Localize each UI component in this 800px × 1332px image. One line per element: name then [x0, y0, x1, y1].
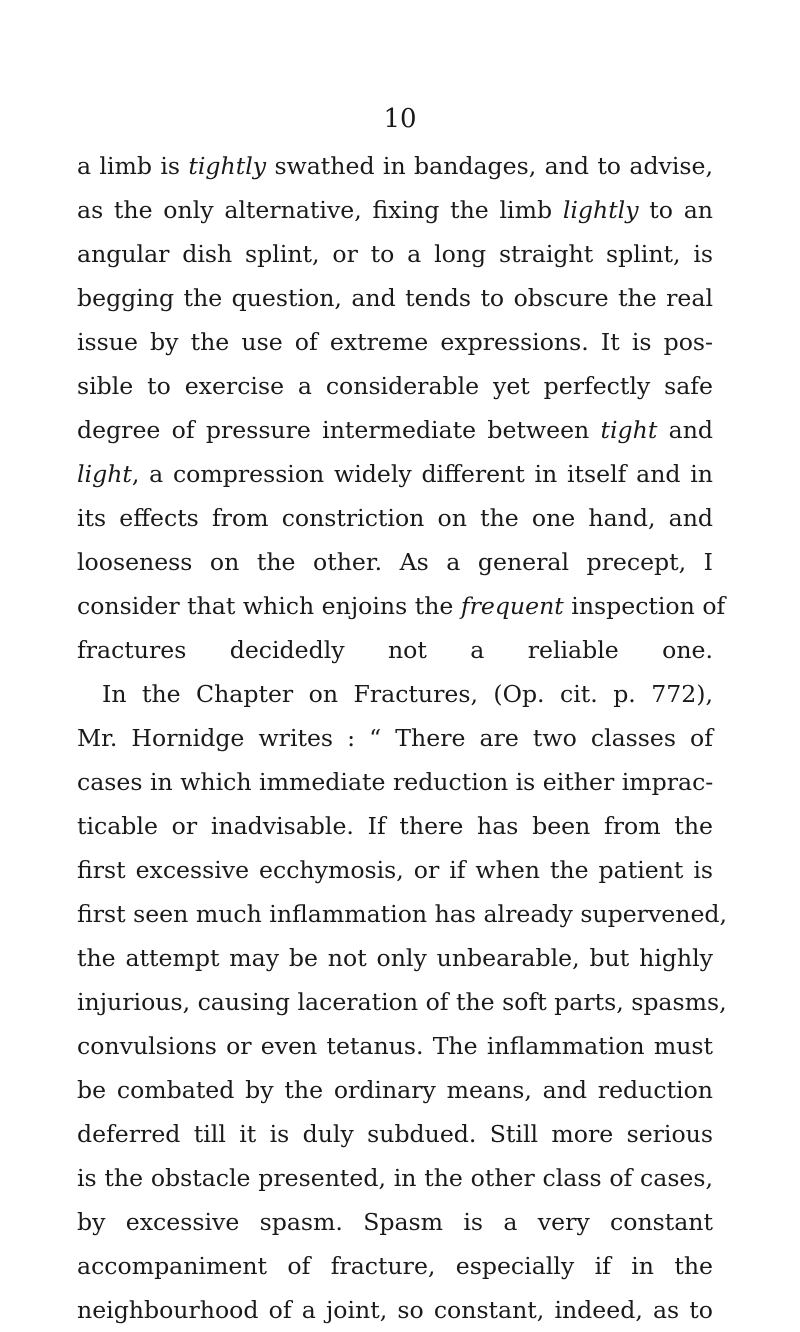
text-line: [77, 1068, 713, 1112]
text-segment: first excessive ecchymosis, or if when the patient is: [77, 856, 713, 884]
text-line: [77, 1112, 713, 1156]
text-line: [77, 716, 713, 760]
text-segment: sible to exercise a considerable yet perfectly safe: [77, 372, 713, 400]
text-line: [77, 936, 713, 980]
text-segment: by excessive spasm. Spasm is a very constant: [77, 1208, 713, 1236]
text-line: [77, 144, 713, 188]
text-segment: issue by the use of extreme expressions. It is pos-: [77, 328, 713, 356]
text-line: [77, 848, 713, 892]
text-segment: be combated by the ordinary means, and reduction: [77, 1076, 713, 1104]
text-segment: swathed in bandages, and to advise,: [266, 152, 713, 180]
text-segment: ticable or inadvisable. If there has been from the: [77, 812, 713, 840]
text-line: [77, 364, 713, 408]
italic-word: lightly: [562, 196, 639, 224]
text-line: [77, 276, 713, 320]
text-segment: fractures decidedly not a reliable one.: [77, 636, 713, 664]
text-segment: In the Chapter on Fractures, (Op. cit. p. 772),: [102, 680, 713, 708]
text-segment: degree of pressure intermediate between: [77, 416, 601, 444]
text-segment: to an: [638, 196, 713, 224]
italic-word: frequent: [460, 592, 564, 620]
text-segment: injurious, causing laceration of the soft parts, spasms,: [77, 988, 727, 1016]
text-segment: a limb is: [77, 152, 189, 180]
text-line: [77, 1156, 713, 1200]
text-segment: accompaniment of fracture, especially if in the: [77, 1252, 713, 1280]
text-line: [77, 188, 713, 232]
text-line: [77, 452, 713, 496]
text-segment: deferred till it is duly subdued. Still more serious: [77, 1120, 713, 1148]
text-segment: consider that which enjoins the: [77, 592, 461, 620]
page-number: 10: [383, 104, 417, 134]
text-segment: Mr. Hornidge writes : “ There are two classes of: [77, 724, 713, 752]
text-line: [77, 672, 713, 716]
text-line: [77, 1024, 713, 1068]
text-segment: looseness on the other. As a general precept, I: [77, 548, 713, 576]
text-segment: its effects from constriction on the one hand, and: [77, 504, 713, 532]
body-text: [77, 144, 728, 1332]
text-segment: as the only alternative, fixing the limb: [77, 196, 563, 224]
text-line: [77, 320, 713, 364]
text-segment: inspection of: [563, 592, 726, 620]
text-line: [77, 1200, 713, 1244]
text-line: [77, 980, 727, 1024]
text-segment: begging the question, and tends to obscure the real: [77, 284, 713, 312]
text-segment: neighbourhood of a joint, so constant, indeed, as to: [77, 1296, 713, 1324]
text-segment: first seen much inflammation has already supervened,: [77, 900, 728, 928]
text-segment: the attempt may be not only unbearable, but highly: [77, 944, 713, 972]
text-segment: , a compression widely different in itself and in: [131, 460, 713, 488]
text-line: [77, 628, 713, 672]
text-line: [77, 760, 713, 804]
text-segment: and: [657, 416, 713, 444]
text-line: [77, 584, 726, 628]
text-line: [77, 1288, 713, 1332]
text-line: [77, 232, 713, 276]
text-segment: cases in which immediate reduction is either imprac-: [77, 768, 714, 796]
text-line: [77, 540, 713, 584]
text-line: [77, 804, 713, 848]
italic-word: light: [77, 460, 132, 488]
text-segment: angular dish splint, or to a long straight splint, is: [77, 240, 713, 268]
text-line: [77, 408, 713, 452]
italic-word: tight: [600, 416, 658, 444]
text-line: [77, 1244, 713, 1288]
italic-word: tightly: [188, 152, 267, 180]
text-line: [77, 892, 728, 936]
text-line: [77, 496, 713, 540]
text-segment: is the obstacle presented, in the other class of cases,: [77, 1164, 713, 1192]
text-segment: convulsions or even tetanus. The inflammation must: [77, 1032, 713, 1060]
